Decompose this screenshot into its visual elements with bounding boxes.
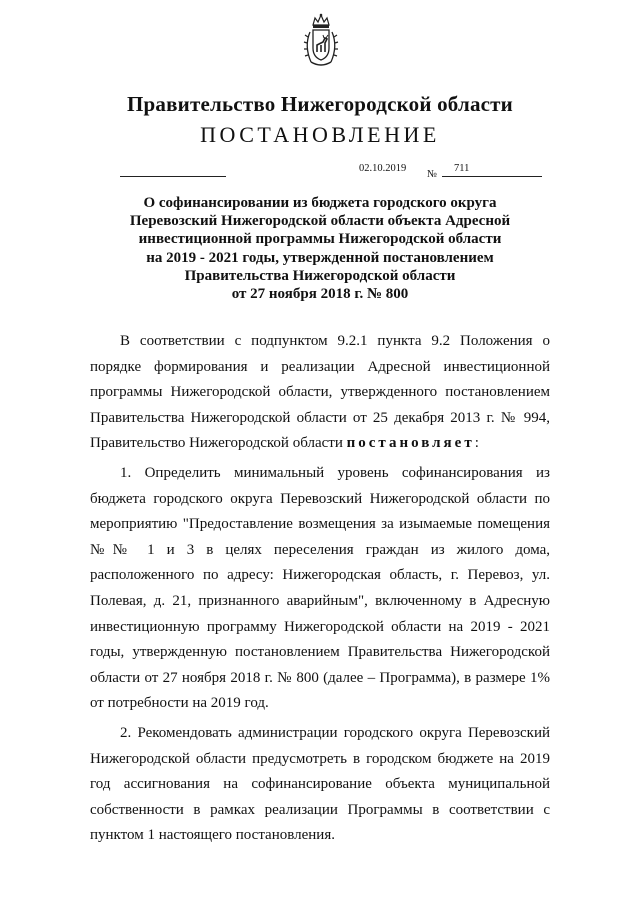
- number-sign: №: [427, 169, 438, 180]
- coat-of-arms-icon: [302, 12, 340, 70]
- item-2-paragraph: 2. Рекомендовать администрации городского округа Перевозский Нижегородской области предусмотреть в городском бюджете на 2019 год ассигнования на софинансирование объекта муниципальной собственности в рамках реализации Программы в соответствии с пунктом 1 настоящего постановления.: [90, 724, 550, 844]
- number-underline: [442, 176, 542, 177]
- document-subject: [110, 194, 530, 303]
- preamble-paragraph: [90, 329, 550, 457]
- subject-line: О софинансировании из бюджета городского округа: [143, 195, 497, 211]
- government-name: Правительство Нижегородской области: [127, 92, 513, 116]
- document-number: 711: [454, 163, 470, 174]
- preamble-text: В соответствии с подпунктом 9.2.1 пункта 9.2 Положения о порядке формирования и реализации Адресной инвестиционной программы Нижегородской области, утвержденного постановлением Правительства Нижегородской области от 25 декабря 2013 г. № 994, Правительство Нижегородской области: [90, 333, 550, 452]
- subject-line: Перевозский Нижегородской области объекта Адресной: [129, 213, 511, 230]
- item-1-paragraph: 1. Определить минимальный уровень софинансирования из бюджета городского округа Перевозский Нижегородской области по мероприятию "Предоставление возмещения за изымаемые помещения №№ 1 и 3 в целях переселения граждан из жилого дома, расположенного по адресу: Нижегородская область, г. Перевоз, ул. Полевая, д. 21, признанного аварийным", включенному в Адресную инвестиционную программу Нижегородской области на 2019 - 2021 годы, утвержденную постановлением Правительства Нижегородской области от 27 ноября 2018 г. № 800 (далее – Программа), в размере 1% от потребности на 2019 год.: [90, 464, 550, 712]
- signature-line-left: [120, 176, 226, 177]
- document-type: ПОСТАНОВЛЕНИЕ: [200, 122, 440, 147]
- resolves-colon: :: [474, 435, 479, 452]
- document-body: [90, 329, 550, 853]
- document-date: 02.10.2019: [359, 163, 407, 174]
- subject-line: от 27 ноября 2018 г. № 800: [231, 286, 409, 303]
- resolves-word: постановляет: [346, 435, 475, 452]
- subject-line: на 2019 - 2021 годы, утвержденной постановлением: [146, 249, 494, 266]
- subject-line: инвестиционной программы Нижегородской области: [138, 231, 502, 248]
- subject-line: Правительства Нижегородской области: [184, 267, 456, 284]
